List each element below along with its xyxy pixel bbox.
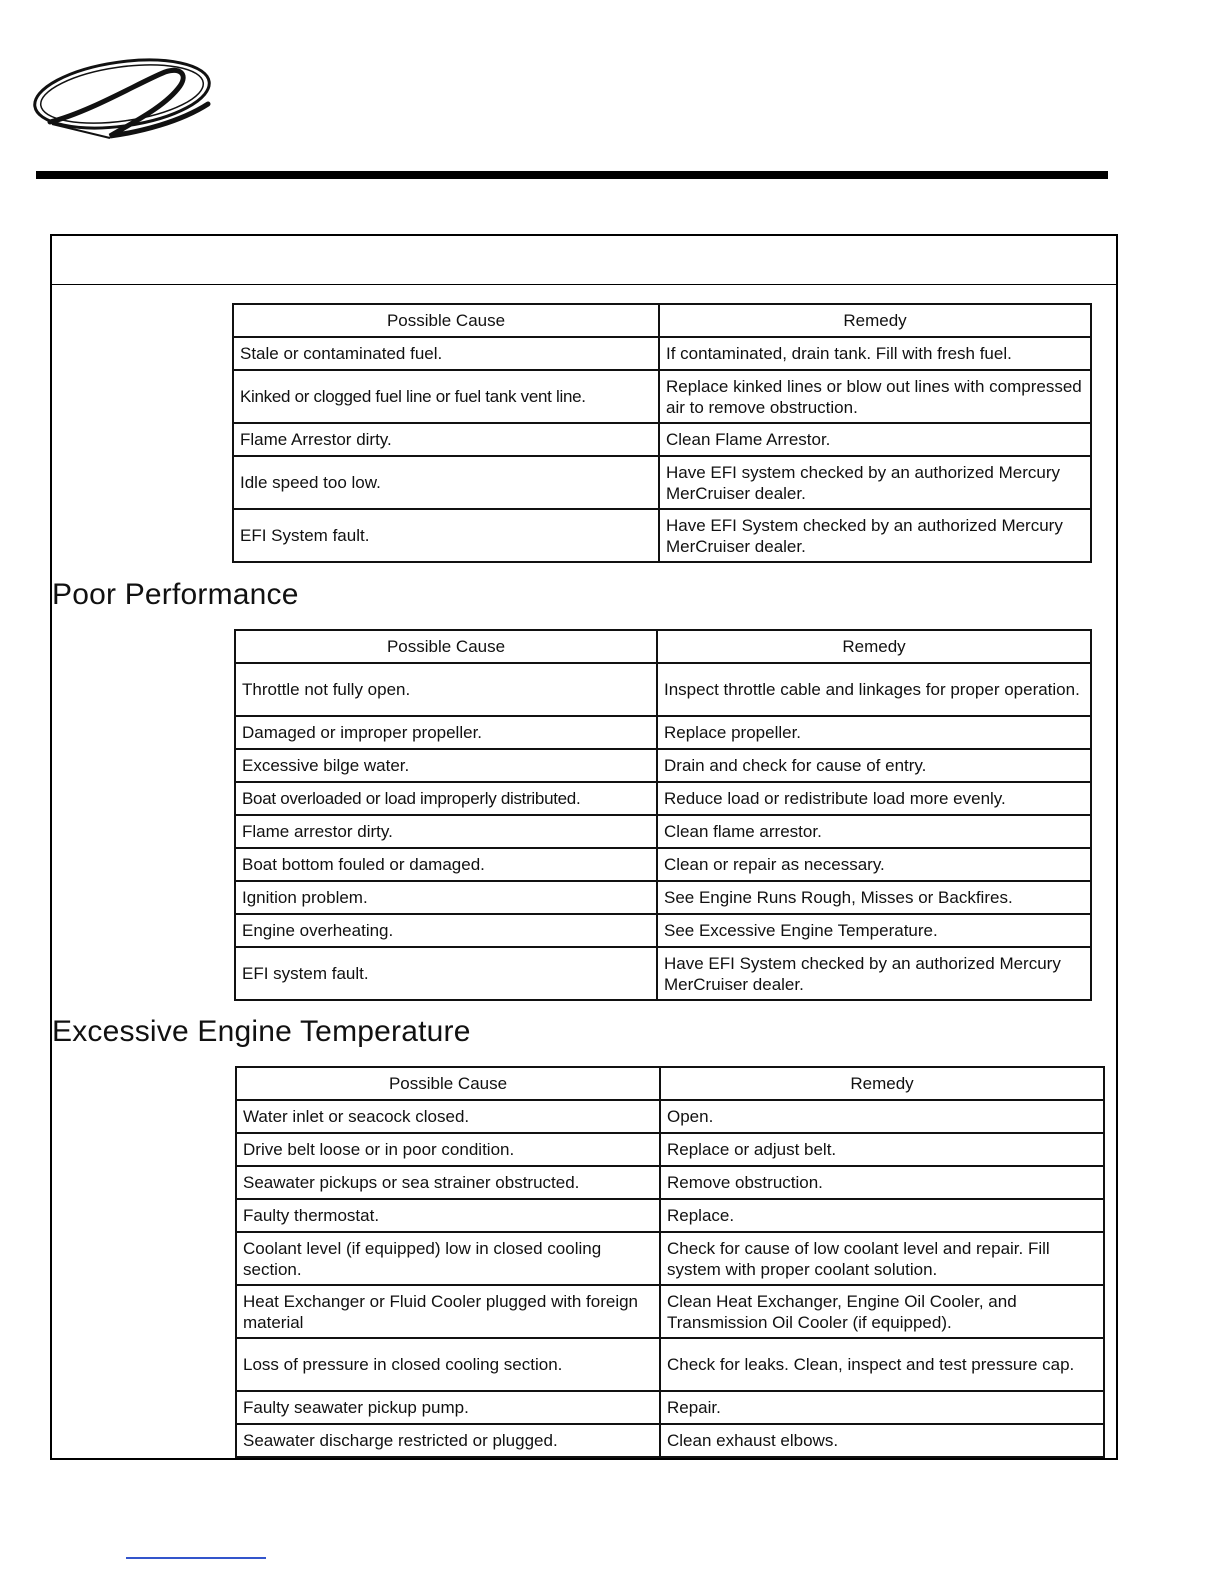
remedy-cell: Reduce load or redistribute load more evenly. bbox=[657, 782, 1091, 815]
table-row bbox=[236, 1391, 1104, 1424]
remedy-cell: Check for leaks. Clean, inspect and test pressure cap. bbox=[660, 1338, 1104, 1391]
remedy-cell: Repair. bbox=[660, 1391, 1104, 1424]
remedy-cell: Clean Flame Arrestor. bbox=[659, 423, 1091, 456]
remedy-cell: Replace. bbox=[660, 1199, 1104, 1232]
brand-logo bbox=[30, 52, 220, 144]
cause-cell: Damaged or improper propeller. bbox=[235, 716, 657, 749]
troubleshooting-table-2 bbox=[234, 629, 1092, 1001]
table-row bbox=[236, 1199, 1104, 1232]
cause-cell: Kinked or clogged fuel line or fuel tank vent line. bbox=[233, 370, 659, 423]
cause-cell: Faulty seawater pickup pump. bbox=[236, 1391, 660, 1424]
table-row bbox=[235, 947, 1091, 1000]
cause-cell: Drive belt loose or in poor condition. bbox=[236, 1133, 660, 1166]
remedy-cell: Have EFI System checked by an authorized Mercury MerCruiser dealer. bbox=[659, 509, 1091, 562]
cause-cell: Coolant level (if equipped) low in closed cooling section. bbox=[236, 1232, 660, 1285]
table-row bbox=[236, 1285, 1104, 1338]
troubleshooting-table-3 bbox=[235, 1066, 1105, 1458]
table-header-row bbox=[235, 630, 1091, 663]
section-title-excessive-engine-temperature: Excessive Engine Temperature bbox=[52, 1015, 471, 1048]
remedy-cell: See Engine Runs Rough, Misses or Backfires. bbox=[657, 881, 1091, 914]
cause-cell: Flame Arrestor dirty. bbox=[233, 423, 659, 456]
table-row bbox=[235, 848, 1091, 881]
cause-cell: Stale or contaminated fuel. bbox=[233, 337, 659, 370]
remedy-column-header: Remedy bbox=[660, 1067, 1104, 1100]
table-row bbox=[233, 509, 1091, 562]
footer-link-underline[interactable] bbox=[126, 1557, 266, 1559]
remedy-column-header: Remedy bbox=[659, 304, 1091, 337]
remedy-cell: Remove obstruction. bbox=[660, 1166, 1104, 1199]
cause-cell: Boat overloaded or load improperly distributed. bbox=[235, 782, 657, 815]
cause-cell: Ignition problem. bbox=[235, 881, 657, 914]
table-row bbox=[235, 716, 1091, 749]
table-row bbox=[235, 663, 1091, 716]
table-row bbox=[236, 1338, 1104, 1391]
cause-cell: Loss of pressure in closed cooling section. bbox=[236, 1338, 660, 1391]
remedy-cell: Clean flame arrestor. bbox=[657, 815, 1091, 848]
remedy-cell: Have EFI System checked by an authorized Mercury MerCruiser dealer. bbox=[657, 947, 1091, 1000]
table-row bbox=[236, 1166, 1104, 1199]
remedy-cell: See Excessive Engine Temperature. bbox=[657, 914, 1091, 947]
remedy-column-header: Remedy bbox=[657, 630, 1091, 663]
troubleshooting-table-1 bbox=[232, 303, 1092, 563]
cause-cell: Faulty thermostat. bbox=[236, 1199, 660, 1232]
table-header-row bbox=[236, 1067, 1104, 1100]
table-row bbox=[235, 881, 1091, 914]
table-row bbox=[233, 423, 1091, 456]
header-rule bbox=[36, 171, 1108, 179]
table-row bbox=[236, 1232, 1104, 1285]
cause-cell: Seawater pickups or sea strainer obstructed. bbox=[236, 1166, 660, 1199]
table-row bbox=[235, 782, 1091, 815]
table-row bbox=[236, 1100, 1104, 1133]
remedy-cell: Open. bbox=[660, 1100, 1104, 1133]
remedy-cell: Drain and check for cause of entry. bbox=[657, 749, 1091, 782]
cause-cell: Seawater discharge restricted or plugged. bbox=[236, 1424, 660, 1457]
cause-cell: EFI system fault. bbox=[235, 947, 657, 1000]
frame-header-band bbox=[52, 236, 1116, 285]
table-row bbox=[235, 749, 1091, 782]
cause-cell: EFI System fault. bbox=[233, 509, 659, 562]
remedy-cell: Clean or repair as necessary. bbox=[657, 848, 1091, 881]
remedy-cell: Clean exhaust elbows. bbox=[660, 1424, 1104, 1457]
table-row bbox=[236, 1133, 1104, 1166]
table-row bbox=[233, 337, 1091, 370]
cause-cell: Flame arrestor dirty. bbox=[235, 815, 657, 848]
remedy-cell: Replace propeller. bbox=[657, 716, 1091, 749]
section-title-poor-performance: Poor Performance bbox=[52, 578, 299, 611]
remedy-cell: If contaminated, drain tank. Fill with fresh fuel. bbox=[659, 337, 1091, 370]
cause-column-header: Possible Cause bbox=[235, 630, 657, 663]
cause-column-header: Possible Cause bbox=[233, 304, 659, 337]
remedy-cell: Replace or adjust belt. bbox=[660, 1133, 1104, 1166]
cause-cell: Excessive bilge water. bbox=[235, 749, 657, 782]
cause-column-header: Possible Cause bbox=[236, 1067, 660, 1100]
table-row bbox=[233, 370, 1091, 423]
table-header-row bbox=[233, 304, 1091, 337]
cause-cell: Idle speed too low. bbox=[233, 456, 659, 509]
remedy-cell: Clean Heat Exchanger, Engine Oil Cooler, and Transmission Oil Cooler (if equipped). bbox=[660, 1285, 1104, 1338]
remedy-cell: Have EFI system checked by an authorized Mercury MerCruiser dealer. bbox=[659, 456, 1091, 509]
cause-cell: Boat bottom fouled or damaged. bbox=[235, 848, 657, 881]
remedy-cell: Inspect throttle cable and linkages for proper operation. bbox=[657, 663, 1091, 716]
cause-cell: Heat Exchanger or Fluid Cooler plugged with foreign material bbox=[236, 1285, 660, 1338]
table-row bbox=[235, 914, 1091, 947]
cause-cell: Engine overheating. bbox=[235, 914, 657, 947]
table-row bbox=[236, 1424, 1104, 1457]
remedy-cell: Check for cause of low coolant level and repair. Fill system with proper coolant solution. bbox=[660, 1232, 1104, 1285]
remedy-cell: Replace kinked lines or blow out lines with compressed air to remove obstruction. bbox=[659, 370, 1091, 423]
table-row bbox=[233, 456, 1091, 509]
cause-cell: Water inlet or seacock closed. bbox=[236, 1100, 660, 1133]
table-row bbox=[235, 815, 1091, 848]
cause-cell: Throttle not fully open. bbox=[235, 663, 657, 716]
